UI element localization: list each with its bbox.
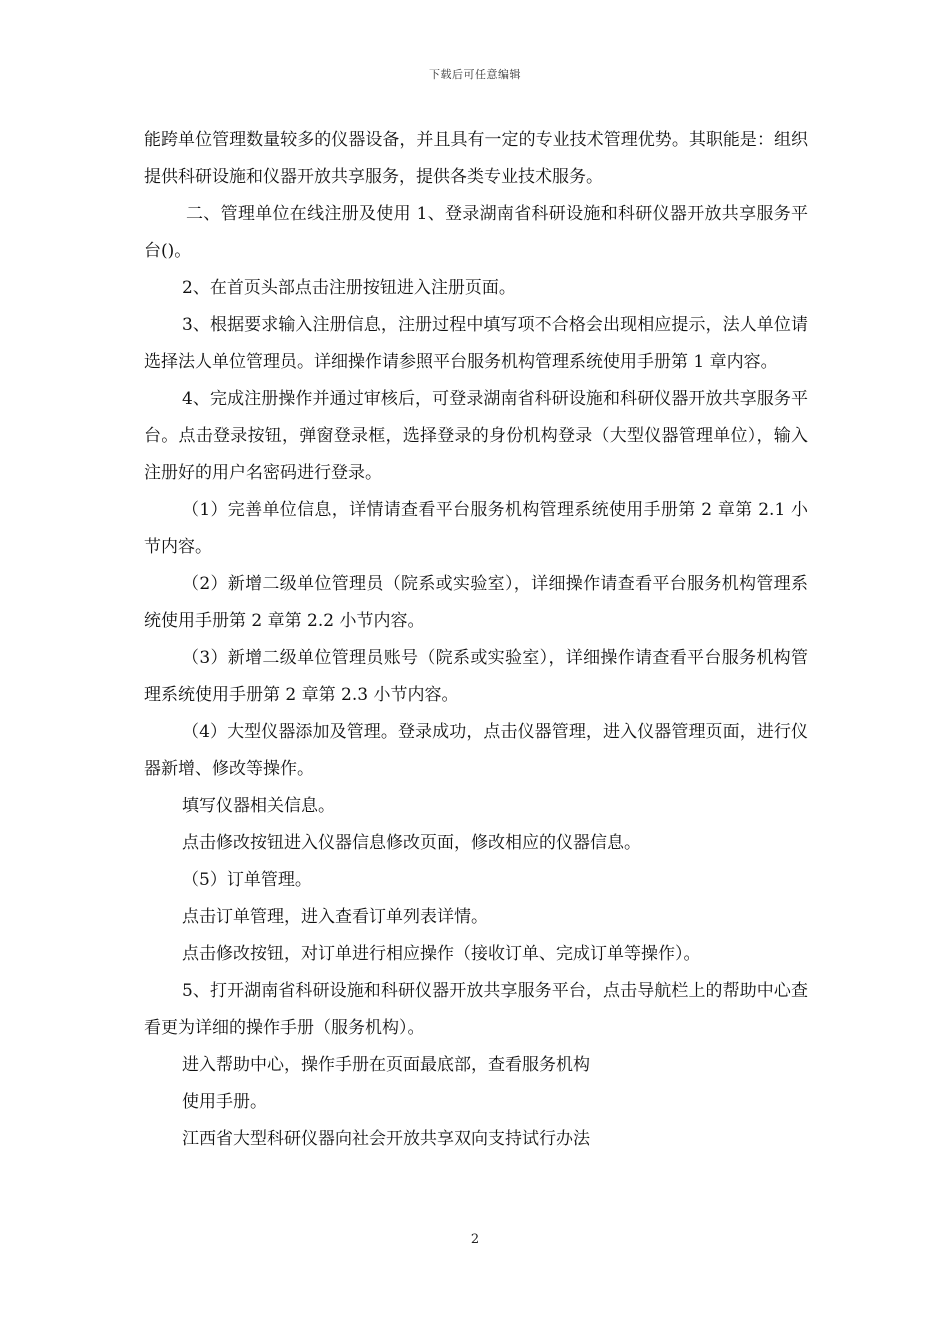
document-body <box>144 122 808 1158</box>
paragraph-15: 5、打开湖南省科研设施和科研仪器开放共享服务平台，点击导航栏上的帮助中心查看更为详细的操作手册（服务机构）。 <box>144 981 808 1038</box>
paragraph-17: 使用手册。 <box>182 1092 267 1112</box>
page-number: 2 <box>470 1232 480 1247</box>
paragraph-7: （2）新增二级单位管理员（院系或实验室），详细操作请查看平台服务机构管理系统使用手册第 2 章第 2.2 小节内容。 <box>144 574 808 631</box>
paragraph-11: 点击修改按钮进入仪器信息修改页面，修改相应的仪器信息。 <box>182 833 641 853</box>
paragraph-4: 3、根据要求输入注册信息，注册过程中填写项不合格会出现相应提示，法人单位请选择法人单位管理员。详细操作请参照平台服务机构管理系统使用手册第 1 章内容。 <box>144 315 808 372</box>
paragraph-16: 进入帮助中心，操作手册在页面最底部，查看服务机构 <box>182 1055 590 1075</box>
page-header: 下载后可任意编辑 <box>429 68 521 81</box>
paragraph-9: （4）大型仪器添加及管理。登录成功，点击仪器管理，进入仪器管理页面，进行仪器新增、修改等操作。 <box>144 722 808 779</box>
paragraph-10: 填写仪器相关信息。 <box>182 796 335 816</box>
paragraph-14: 点击修改按钮，对订单进行相应操作（接收订单、完成订单等操作）。 <box>182 944 701 964</box>
paragraph-13: 点击订单管理，进入查看订单列表详情。 <box>182 907 488 927</box>
paragraph-12: （5）订单管理。 <box>182 870 312 890</box>
paragraph-3: 2、在首页头部点击注册按钮进入注册页面。 <box>182 278 516 298</box>
paragraph-18: 江西省大型科研仪器向社会开放共享双向支持试行办法 <box>182 1129 590 1149</box>
paragraph-8: （3）新增二级单位管理员账号（院系或实验室），详细操作请查看平台服务机构管理系统使用手册第 2 章第 2.3 小节内容。 <box>144 648 808 705</box>
paragraph-5: 4、完成注册操作并通过审核后，可登录湖南省科研设施和科研仪器开放共享服务平台。点击登录按钮，弹窗登录框，选择登录的身份机构登录（大型仪器管理单位），输入注册好的用户名密码进行登录。 <box>144 389 808 483</box>
paragraph-1: 能跨单位管理数量较多的仪器设备，并且具有一定的专业技术管理优势。其职能是：组织提供科研设施和仪器开放共享服务，提供各类专业技术服务。 <box>144 130 808 187</box>
paragraph-2: 二、管理单位在线注册及使用 1、登录湖南省科研设施和科研仪器开放共享服务平台()。 <box>144 204 808 261</box>
paragraph-6: （1）完善单位信息，详情请查看平台服务机构管理系统使用手册第 2 章第 2.1 小节内容。 <box>144 500 808 557</box>
